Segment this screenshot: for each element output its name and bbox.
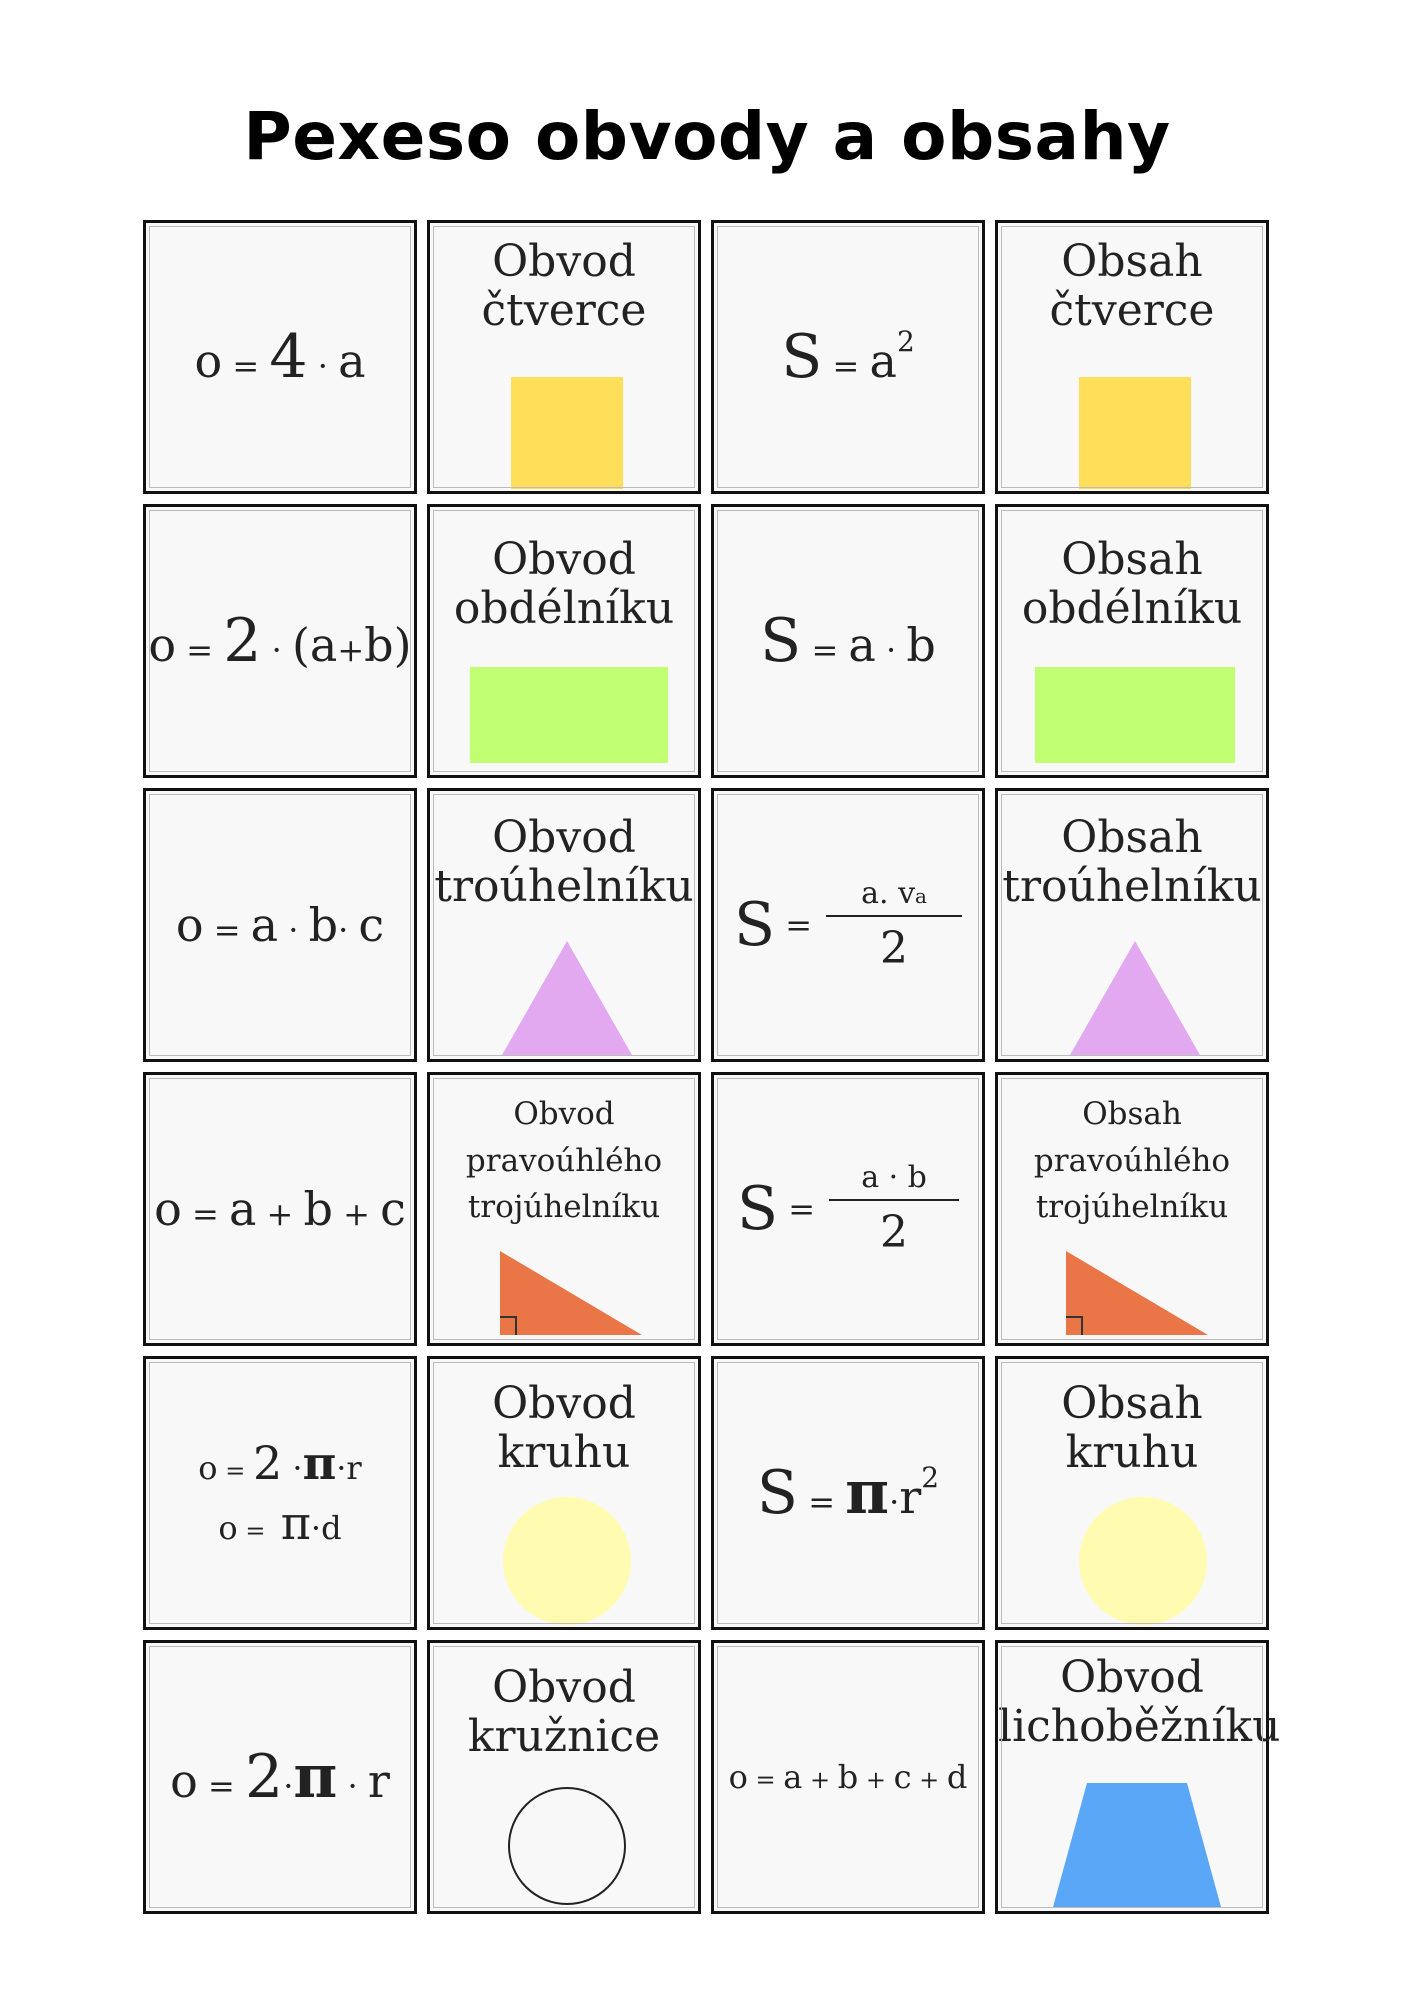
card-formula-square-perimeter[interactable]: o = 4 · a	[143, 220, 417, 494]
label-line: obdélníku	[453, 583, 675, 635]
right-triangle-icon	[500, 1251, 642, 1335]
card-formula-rectangle-perimeter[interactable]: o = 2 · (a + b)	[143, 504, 417, 778]
page-title: Pexeso obvody a obsahy	[243, 98, 1171, 175]
card-formula-right-triangle-perimeter[interactable]: o = a + b + c	[143, 1072, 417, 1346]
triangle-icon	[502, 941, 632, 1055]
label-line: troúhelníku	[1002, 861, 1262, 913]
label-line: obdélníku	[1021, 583, 1243, 635]
square-icon	[1079, 377, 1191, 489]
label-line: Obvod	[492, 236, 636, 287]
card-formula-circle-area[interactable]: S = π · r 2	[711, 1356, 985, 1630]
label-line: Obvod	[492, 1378, 636, 1429]
label-line: trojúhelníku	[467, 1189, 661, 1225]
label-line: Obvod	[513, 1096, 615, 1132]
label-line: čtverce	[1049, 285, 1215, 337]
label-line: pravoúhlého	[465, 1142, 663, 1179]
card-formula-trapezoid-perimeter[interactable]: o = a + b + c + d	[711, 1640, 985, 1914]
triangle-icon	[1070, 941, 1200, 1055]
label-line: Obvod	[492, 812, 636, 863]
card-label-square-perimeter[interactable]	[427, 220, 701, 494]
card-formula-triangle-perimeter[interactable]: o = a · b · c	[143, 788, 417, 1062]
circle-outline-icon	[508, 1787, 626, 1905]
right-triangle-icon	[1066, 1251, 1208, 1335]
card-label-rectangle-perimeter[interactable]	[427, 504, 701, 778]
card-label-square-area[interactable]	[995, 220, 1269, 494]
label-line: Obvod	[492, 1662, 636, 1713]
card-formula-triangle-area[interactable]: S = $\frac{a. va}{2}$	[711, 788, 985, 1062]
rectangle-icon	[470, 667, 668, 763]
card-formula-rectangle-area[interactable]: S = a · b	[711, 504, 985, 778]
card-label-triangle-area[interactable]	[995, 788, 1269, 1062]
card-label-circumference[interactable]	[427, 1640, 701, 1914]
label-line: Obvod	[492, 534, 636, 585]
label-line: čtverce	[481, 285, 647, 337]
label-line: Obsah	[1061, 812, 1203, 863]
label-line: Obvod	[1060, 1652, 1204, 1703]
label-line: lichoběžníku	[998, 1701, 1281, 1753]
label-line: troúhelníku	[434, 861, 694, 913]
label-line: trojúhelníku	[1035, 1189, 1229, 1225]
card-label-right-triangle-area[interactable]	[995, 1072, 1269, 1346]
card-label-right-triangle-perimeter[interactable]	[427, 1072, 701, 1346]
label-line: kruhu	[497, 1427, 631, 1479]
label-line: pravoúhlého	[1033, 1142, 1231, 1179]
circle-icon	[503, 1497, 631, 1625]
card-formula-circle-perimeter[interactable]: o = 2 · π ·r o = π ·d	[143, 1356, 417, 1630]
card-label-rectangle-area[interactable]	[995, 504, 1269, 778]
square-icon	[511, 377, 623, 489]
label-line: Obsah	[1061, 534, 1203, 585]
label-line: kruhu	[1065, 1427, 1199, 1479]
label-line: Obsah	[1061, 1378, 1203, 1429]
card-label-triangle-perimeter[interactable]	[427, 788, 701, 1062]
card-formula-right-triangle-area[interactable]: S = $\frac{a \cdot b}{2}$	[711, 1072, 985, 1346]
card-label-trapezoid-perimeter[interactable]	[995, 1640, 1281, 1914]
label-line: kružnice	[467, 1711, 661, 1763]
label-line: Obsah	[1082, 1096, 1182, 1132]
card-formula-square-area[interactable]: S = a 2	[711, 220, 985, 494]
card-label-circle-perimeter[interactable]	[427, 1356, 701, 1630]
trapezoid-icon	[1053, 1783, 1221, 1907]
card-label-circle-area[interactable]	[995, 1356, 1269, 1630]
label-line: Obsah	[1061, 236, 1203, 287]
circle-icon	[1079, 1497, 1207, 1625]
rectangle-icon	[1035, 667, 1235, 763]
card-formula-circumference[interactable]: o = 2 · π · r	[143, 1640, 417, 1914]
